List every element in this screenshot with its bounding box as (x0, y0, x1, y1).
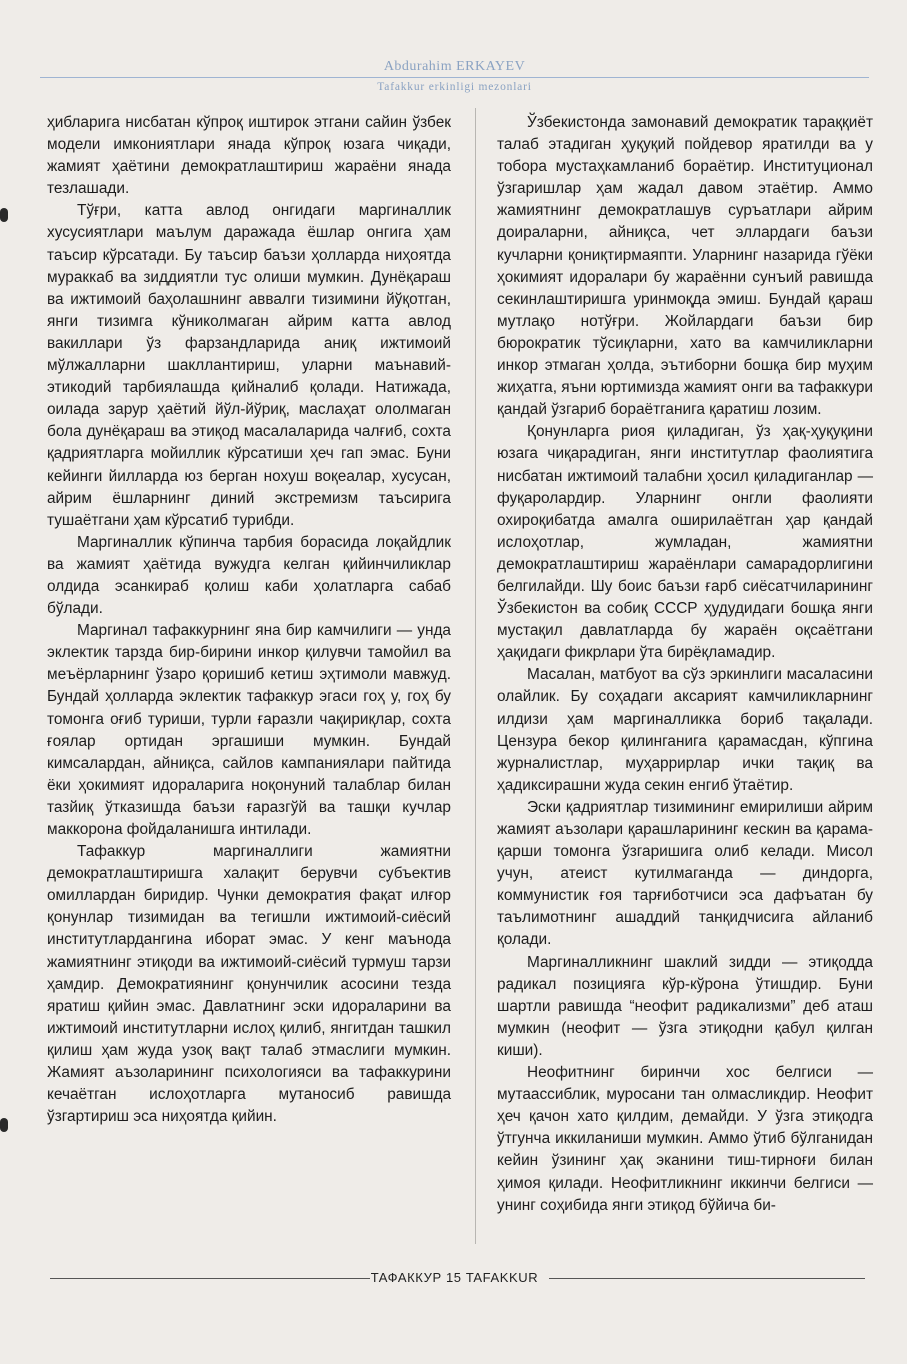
paragraph: Ўзбекистонда замонавий демократик тараққиёт талаб этадиган ҳуқуқий пойдевор яратилди ва у тобора мустаҳкамланиб бораётир. Институционал ўзгаришлар ҳам жадал давом этаётир. Аммо жамиятнинг демократлашув суръатлари айрим доираларни, айниқса, чет эллардаги баъзи кучларни қониқтирмаяпти. Уларнинг назарида гўёки ҳокимият идоралари бу жараённи сунъий равишда секинлаштиришга уринмоқда эмиш. Бундай қараш мутлақо нотўғри. Жойлардаги баъзи бир бюрократик тўсиқларни, хато ва камчиликларни инкор этмаган ҳолда, эътиборни бошқа бир муҳим жиҳатга, яъни юртимизда жамият онги ва тафаккури қандай ўзгариб бораётганига қаратиш лозим. (497, 114, 873, 419)
header-subtitle: Tafakkur erkinligi mezonlari (377, 81, 532, 93)
binder-hole-top (0, 208, 8, 222)
paragraph: ҳибларига нисбатан кўпроқ иштирок этгани сайин ўзбек модели имкониятлари янада кўпроқ юзага чиқади, жамият ҳаётини демократлаштириш жараёни янада тезлашади. (47, 114, 451, 198)
paragraph: Эски қадриятлар тизимининг емирилиши айрим жамият аъзолари қарашларининг кескин ва қарама-қарши томонга ўзгаришига олиб келади. Мисол учун, атеист кутилмаганда — диндорга, коммунистик ғоя тарғиботчиси эса дафъатан бу таълимотнинг ашаддий танқидчисига айланиб қолади. (497, 798, 873, 949)
binder-hole-bottom (0, 1118, 8, 1132)
paragraph: Маргинал тафаккурнинг яна бир камчилиги — унда эклектик тарзда бир-бирини инкор қилувчи тамойил ва меъёрларнинг ўзаро қоришиб кетиш эҳтимоли мавжуд. Бундай ҳолларда эклектик тафаккур эгаси гоҳ у, гоҳ бу томонга оғиб туриши, турли ғаразли чақириқлар, сохта ғоялар ортидан эргашиши мумкин. Бундай кимсалардан, айниқса, сайлов кампаниялари пайтида ёки ҳокимият идораларига ноқонуний талаблар билан тазйиқ ўтказишда баъзи ғаразгўй ва ташқи кучлар маккорона фойдаланишга интилади. (47, 622, 451, 838)
left-column (47, 112, 451, 1128)
paragraph: Маргиналлик кўпинча тарбия борасида лоқайдлик ва жамият ҳаётида вужудга келган қийинчиликлар олдида эсанкираб қолиш каби ҳолатларга сабаб бўлади. (47, 533, 451, 618)
right-column (497, 112, 873, 1217)
paragraph: Тафаккур маргиналлиги жамиятни демократлаштиришга халақит берувчи субъектив омиллардан биридир. Чунки демократия фақат илғор қонунлар тизимидан ва тегишли ижтимоий-сиёсий институтлардангина иборат эмас. У кенг маънода жамиятнинг этиқоди ва ижтимоий-сиёсий турмуш тарзи ҳамдир. Демократиянинг қонунчилик асосини тезда яратиш қийин эмас. Давлатнинг эски идораларини ва ижтимоий институтларни ислоҳ қилиб, янгитдан ташкил қилиш ҳам жуда узоқ вақт талаб этмаслиги мумкин. Жамият аъзоларининг психологияси ва тафаккурини кечаётган ислоҳотларга мутаносиб равишда ўзгартириш эса ниҳоятда қийин. (47, 843, 451, 1126)
page-footer (40, 1268, 869, 1288)
paragraph: Тўғри, катта авлод онгидаги маргиналлик хусусиятлари маълум даражада ёшлар онгига ҳам таъсир кўрсатади. Бу таъсир баъзи ҳолларда ниҳоятда мураккаб ва зиддиятли тус олиши мумкин. Дунёқараш ва ижтимоий баҳолашнинг аввалги тизимини йўқотган, янги тизимга кўниколмаган айрим катта авлод вакиллари ўз фарзандларида аниқ ижтимоий мўлжалларни шакллантириш, уларни маънавий-этикодий тарбиялашда қийналиб қолади. Натижада, оилада зарур ҳаётий йўл-йўриқ, маслаҳат ололмаган бола дунёқараш ва этиқод масалаларида чалғиб, сохта қадриятларга мойиллик кўрсатиши ҳеч гап эмас. Буни кейинги йилларда юз берган нохуш воқеалар, хусусан, айрим ёшларнинг диний экстремизм таъсирига тушаётгани ҳам кўрсатиб турибди. (47, 202, 451, 529)
column-divider (475, 108, 476, 1244)
paragraph: Неофитнинг биринчи хос белгиси — мутаассиблик, муросани тан олмасликдир. Неофит ҳеч қачон хато қилдим, демайди. У ўзга этиқодга ўтгунча иккиланиши мумкин. Аммо ўтиб бўлганидан кейин ўзининг ҳақ эканини тиш-тирноғи билан ҳимоя қилади. Неофитликнинг иккинчи белгиси — унинг соҳибида янги этиқод бўйича би- (497, 1064, 873, 1214)
footer-rule-right (549, 1278, 865, 1279)
paragraph: Маргиналликнинг шаклий зидди — этиқодда радикал позицияга кўр-кўрона ўтишдир. Буни шартли равишда “неофит радикализми” деб аташ мумкин (неофит — ўзга этиқодни қабул қилган киши). (497, 953, 873, 1059)
header-author: Abdurahim ERKAYEV (383, 59, 526, 74)
footer-page-label: ТАФАККУР 15 TAFAKKUR (370, 1270, 539, 1285)
paragraph: Қонунларга риоя қиладиган, ўз ҳақ-ҳуқуқини юзага чиқарадиган, янги институтлар фаолиятига нисбатан ижтимоий талабни ҳосил қиладиганлар — фуқаролардир. Уларнинг онгли фаолияти охироқибатда амалга оширилаётган ҳар қандай ислоҳотлар, жумладан, жамиятни демократлаштириш жараёнлари самарадорлигини белгилайди. Шу боис баъзи ғарб сиёсатчиларининг Ўзбекистон ва собиқ СССР ҳудудидаги бошқа янги мустақил давлатларда бу жараён оқсаётгани ҳақидаги фикрлари ўта бирёқламадир. (497, 423, 873, 662)
running-header (40, 58, 869, 98)
header-rule (40, 77, 869, 78)
paragraph: Масалан, матбуот ва сўз эркинлиги масаласини олайлик. Бу соҳадаги аксарият камчиликларнинг илдизи ҳам маргиналликка бориб тақалади. Цензура бекор қилинганига қарамасдан, кўпгина журналистлар, муҳаррирлар ички тақиқ ва ҳадиксирашни жуда секин енгиб ўтаётир. (497, 666, 873, 794)
